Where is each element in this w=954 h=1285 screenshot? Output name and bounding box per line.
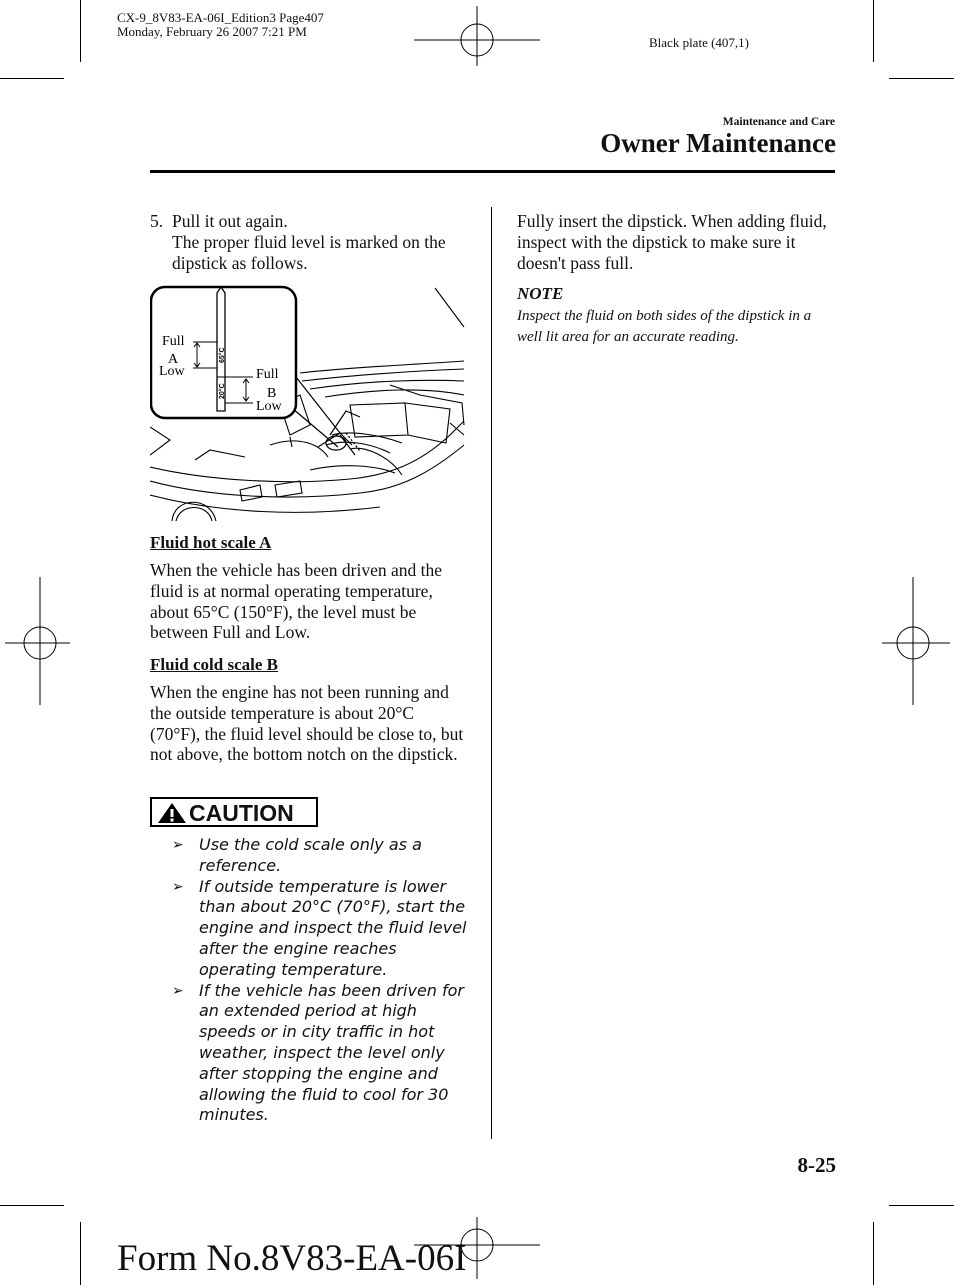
registration-mark-top [410,0,544,72]
page-number: 8-25 [797,1153,836,1177]
step-text: The proper fluid level is marked on the dipstick as follows. [172,231,446,273]
arrow-bullet-icon: ➢ [172,837,184,853]
form-number: Form No.8V83-EA-06I [117,1238,467,1279]
caution-list [172,835,472,1126]
arrow-bullet-icon: ➢ [172,878,184,895]
caution-item-text: If the vehicle has been driven for an extended period at high speeds or in city traffic in hot weather, inspect the level only after stopping the engine and allowing the fluid to cool for 30 minutes. [199,980,465,1125]
caution-item [172,835,472,877]
registration-mark-left [0,575,75,709]
caution-label: CAUTION [189,800,294,826]
note-text: Inspect the fluid on both sides of the dipstick in a well lit area for an accurate reading. [517,308,812,345]
page-title: Owner Maintenance [600,128,836,158]
low-a-label: Low [159,364,185,379]
right-column-text: Fully insert the dipstick. When adding fluid, inspect with the dipstick to make sure it doesn't pass full. [517,211,827,273]
slug-plate: Black plate (407,1) [649,35,749,50]
column-divider [491,207,492,1139]
warning-triangle-icon [157,802,187,824]
cold-scale-heading: Fluid cold scale B [150,655,278,674]
full-b-label: Full [256,367,279,382]
step-heading: Pull it out again. [172,211,288,231]
caution-box [150,797,318,827]
caution-item [172,877,472,981]
caution-item-text: Use the cold scale only as a reference. [199,835,422,875]
arrow-bullet-icon: ➢ [172,982,184,999]
dipstick-illustration [150,285,468,525]
section-label: Maintenance and Care [722,116,835,128]
full-a-label: Full [162,334,185,349]
header-rule [150,170,835,173]
note-heading: NOTE [517,284,564,303]
cold-scale-text: When the engine has not been running and the outside temperature is about 20°C (70°F), the fluid level should be close to, but not above, the bottom notch on the dipstick. [150,682,464,765]
letter-b-label: B [267,386,277,401]
caution-item-text: If outside temperature is lower than about 20°C (70°F), start the engine and inspect the fluid level after the engine reaches operating temperature. [199,876,467,979]
registration-mark-right [880,575,954,709]
hot-scale-heading: Fluid hot scale A [150,533,272,552]
letter-a-label: A [168,352,179,367]
slug-file-line: CX-9_8V83-EA-06I_Edition3 Page407 [117,10,324,25]
low-b-label: Low [256,399,282,414]
slug-date-line: Monday, February 26 2007 7:21 PM [117,24,307,39]
temp-hot-label: 65°C [219,347,226,363]
caution-item [172,981,472,1127]
hot-scale-text: When the vehicle has been driven and the fluid is at normal operating temperature, about 65°C (150°F), the level must be between Full and Low. [150,560,443,643]
step-number: 5. [150,211,164,231]
step-5 [150,211,470,273]
temp-cold-label: 20°C [219,383,226,399]
